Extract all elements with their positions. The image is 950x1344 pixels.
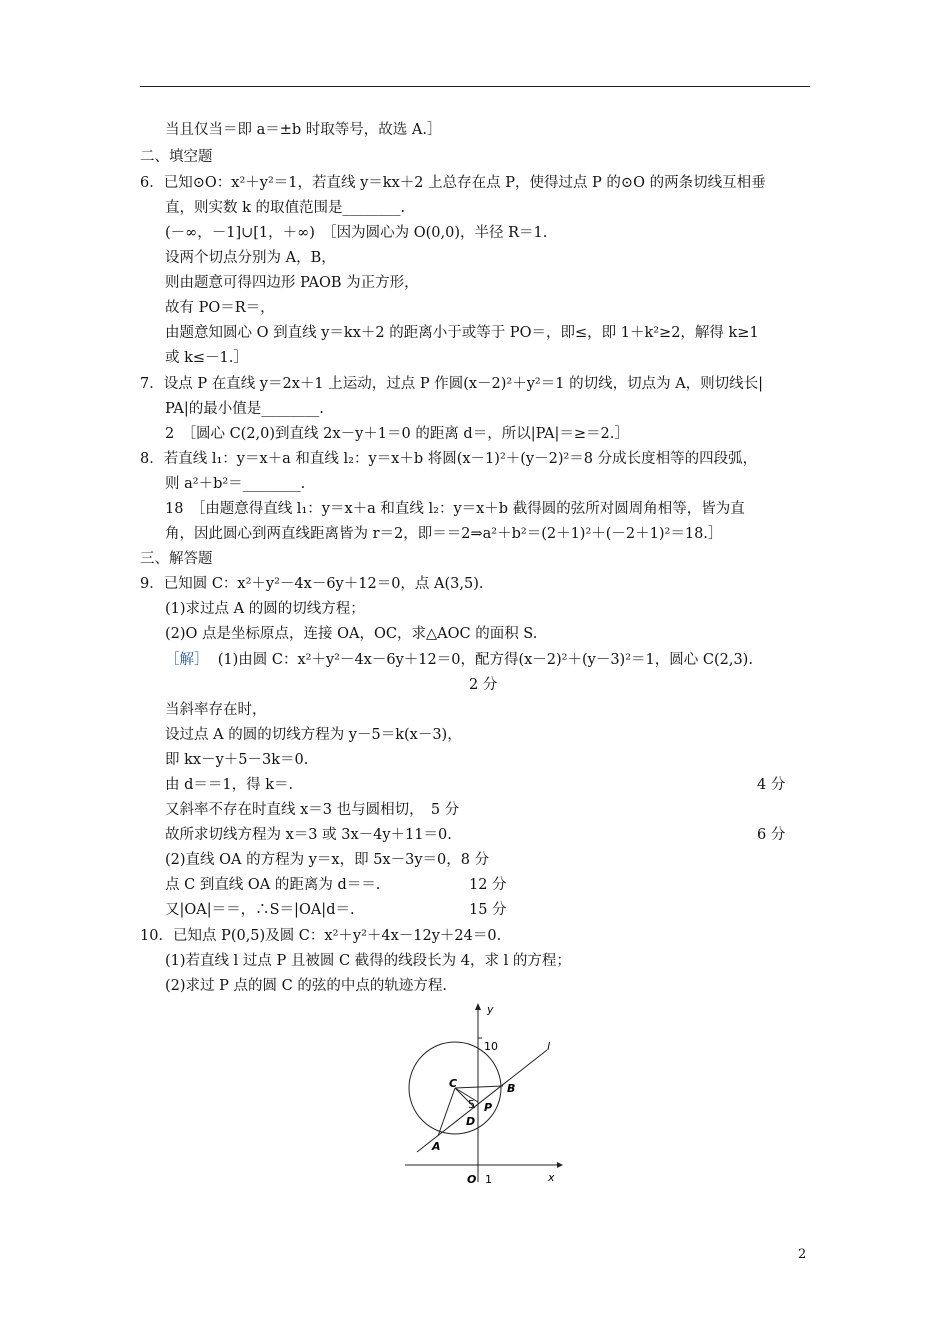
- text-line: (2)直线 OA 的方程为 y＝x，即 5x－3y＝0，8 分: [165, 852, 490, 868]
- text-line: 角，因此圆心到两直线距离皆为 r＝2，即＝＝2⇒a²＋b²＝(2＋1)²＋(－2＋1)²＝18.］: [165, 526, 723, 542]
- text-line: 设过点 A 的圆的切线方程为 y－5＝k(x－3)，: [165, 727, 462, 743]
- text-line: 又斜率不存在时直线 x＝3 也与圆相切， 5 分: [165, 802, 460, 818]
- text-line: 则 a²＋b²＝________.: [165, 476, 306, 492]
- text-line: PA|的最小值是________.: [165, 401, 324, 417]
- label-ten: 10: [484, 1040, 498, 1053]
- text-line: 由 d＝＝1，得 k＝.: [165, 777, 294, 793]
- text-line: 又|OA|＝＝，∴S＝|OA|d＝.: [165, 902, 355, 918]
- solution-line: ［解］ (1)由圆 C：x²＋y²－4x－6y＋12＝0，配方得(x－2)²＋(y－3)²＝1，圆心 C(2,3).: [165, 652, 753, 668]
- label-origin: O: [467, 1173, 477, 1186]
- label-b: B: [507, 1082, 516, 1095]
- answer-7: 2 ［圆心 C(2,0)到直线 2x－y＋1＝0 的距离 d＝，所以|PA|＝≥＝2.］: [165, 426, 629, 442]
- circle-chord-figure: [395, 1000, 565, 1190]
- label-p: P: [484, 1101, 493, 1114]
- header-rule: [140, 86, 810, 87]
- answer-8: 18 ［由题意得直线 l₁：y＝x＋a 和直线 l₂：y＝x＋b 截得圆的弦所对圆周角相等，皆为直: [165, 501, 745, 517]
- x-axis-arrow-icon: [557, 1162, 563, 1168]
- text-line: (2)O 点是坐标原点，连接 OA，OC，求△AOC 的面积 S.: [165, 626, 538, 642]
- y-axis-arrow-icon: [475, 1003, 481, 1010]
- text-line: 直，则实数 k 的取值范围是________.: [165, 200, 406, 216]
- section-heading-fill-blank: 二、填空题: [140, 149, 213, 165]
- question-10: 10．已知点 P(0,5)及圆 C：x²＋y²＋4x－12y＋24＝0.: [140, 928, 502, 944]
- solution-tag: ［解］: [165, 652, 209, 668]
- text-line: 或 k≤－1.］: [165, 350, 248, 366]
- segment-cb: [455, 1086, 503, 1088]
- text-line: 由题意知圆心 O 到直线 y＝kx＋2 的距离小于或等于 PO＝，即≤，即 1＋k²≥2，解得 k≥1: [165, 325, 759, 341]
- label-c: C: [449, 1077, 458, 1090]
- answer-6: (－∞，－1]∪[1，＋∞) ［因为圆心为 O(0,0)，半径 R＝1.: [165, 225, 548, 241]
- text-line: 设两个切点分别为 A，B，: [165, 250, 336, 266]
- text-line: 则由题意可得四边形 PAOB 为正方形，: [165, 275, 419, 291]
- score-label: 4 分: [757, 777, 786, 793]
- text-line: 当且仅当＝即 a＝±b 时取等号，故选 A.］: [165, 122, 442, 138]
- line-l: [417, 1050, 547, 1152]
- text-line: 即 kx－y＋5－3k＝0.: [165, 752, 309, 768]
- text-line: (1)求过点 A 的圆的切线方程；: [165, 601, 365, 617]
- score-label: 15 分: [469, 902, 507, 918]
- question-9: 9．已知圆 C：x²＋y²－4x－6y＋12＝0，点 A(3,5).: [140, 576, 484, 592]
- label-y: y: [487, 1003, 494, 1016]
- label-l: l: [547, 1040, 551, 1053]
- score-label: 2 分: [469, 677, 498, 693]
- text-line: (2)求过 P 点的圆 C 的弦的中点的轨迹方程.: [165, 978, 447, 994]
- label-a: A: [432, 1140, 441, 1153]
- text-line: 故有 PO＝R＝，: [165, 300, 275, 316]
- label-one: 1: [485, 1173, 492, 1186]
- label-five: 5: [468, 1098, 475, 1111]
- text-line: 当斜率存在时，: [165, 702, 267, 718]
- question-7: 7．设点 P 在直线 y＝2x＋1 上运动，过点 P 作圆(x－2)²＋y²＝1 的切线，切点为 A，则切线长|: [140, 376, 764, 392]
- label-x: x: [548, 1171, 555, 1184]
- score-label: 6 分: [757, 827, 786, 843]
- label-d: D: [466, 1115, 476, 1128]
- score-label: 12 分: [469, 877, 507, 893]
- text-line: (1)若直线 l 过点 P 且被圆 C 截得的线段长为 4，求 l 的方程；: [165, 953, 571, 969]
- question-6: 6．已知⊙O：x²＋y²＝1，若直线 y＝kx＋2 上总存在点 P，使得过点 P 的⊙O 的两条切线互相垂: [140, 175, 766, 191]
- question-8: 8．若直线 l₁：y＝x＋a 和直线 l₂：y＝x＋b 将圆(x－1)²＋(y－2)²＝8 分成长度相等的四段弧，: [140, 451, 758, 467]
- text-line: 故所求切线方程为 x＝3 或 3x－4y＋11＝0.: [165, 827, 452, 843]
- text-line: 点 C 到直线 OA 的距离为 d＝＝.: [165, 877, 381, 893]
- page-number: 2: [798, 1247, 807, 1262]
- section-heading-answers: 三、解答题: [140, 551, 213, 567]
